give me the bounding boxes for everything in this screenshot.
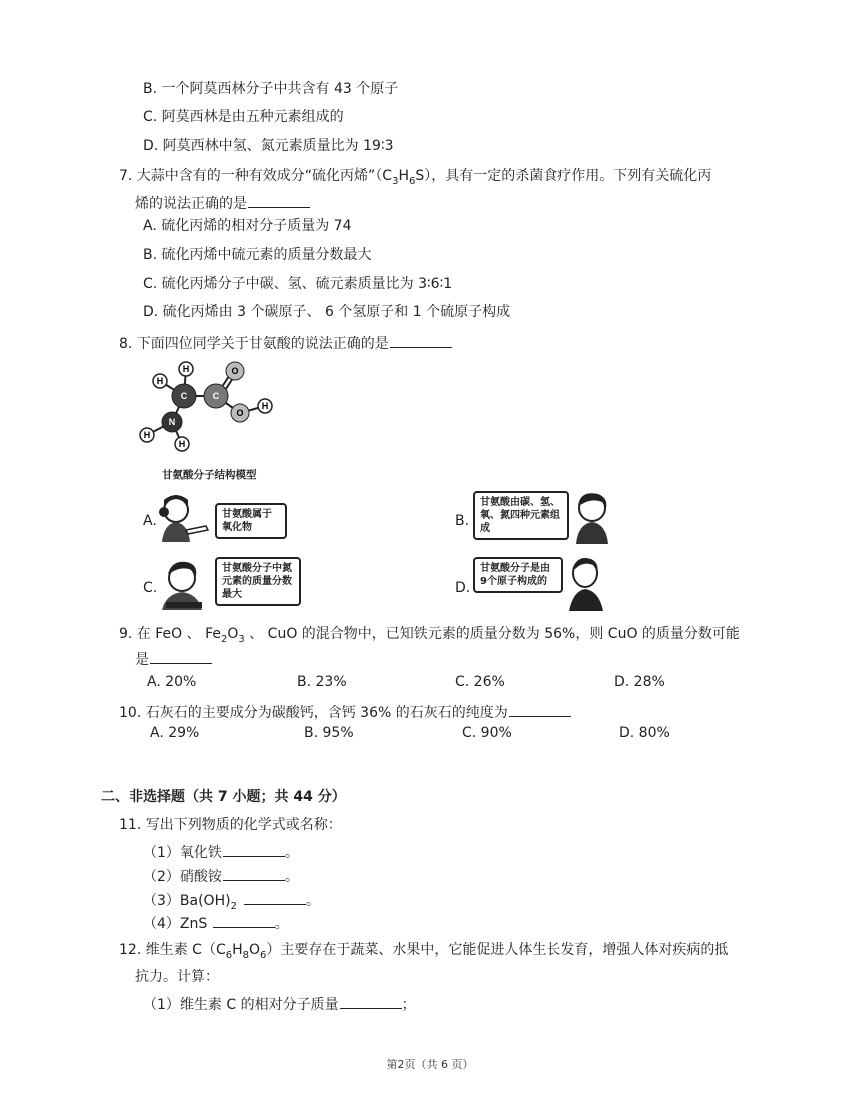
- answer-blank[interactable]: [213, 913, 275, 928]
- answer-blank[interactable]: [223, 866, 285, 881]
- svg-text:C: C: [180, 391, 188, 401]
- q10-option-d: D. 80%: [619, 725, 670, 741]
- q12-stem: 12. 维生素 $C(C_6H_8O_6)$主要存在于蔬菜、水果中，它能促进人体生长发育，增强人体对疾病的抵: [119, 942, 729, 961]
- q8-option-a-label: A.: [143, 513, 157, 529]
- q7-option-d: D. 硫化丙烯由 3 个碳原子、 6 个氢原子和 1 个硫原子构成: [143, 304, 511, 320]
- q10-option-b: B. 95%: [304, 725, 354, 741]
- q9-option-b: B. 23%: [297, 674, 347, 690]
- q8-option-b-bubble: 甘氨酸由碳、氢、氧、氮四种元素组成: [473, 491, 569, 540]
- molecule-caption: 甘氨酸分子结构模型: [162, 469, 257, 481]
- q6-option-c: C. 阿莫西林是由五种元素组成的: [143, 109, 344, 125]
- q11-item-3: $(3)Ba(OH)_2$ 。: [143, 890, 320, 911]
- q9-option-d: D. 28%: [614, 674, 665, 690]
- answer-blank[interactable]: [248, 193, 310, 208]
- q11-item-2: （2）硝酸铵 。: [143, 866, 299, 887]
- section-heading: 二、非选择题（共 7 小题；共 44 分）: [101, 789, 346, 805]
- q7-stem-line2: 烯的说法正确的是: [135, 193, 310, 214]
- q12-item-1: （1）维生素 C 的相对分子质量 ；: [143, 994, 416, 1015]
- q12-stem-line2: 抗力。计算：: [135, 969, 219, 985]
- q10-option-c: C. 90%: [462, 725, 512, 741]
- q7-option-a: A. 硫化丙烯的相对分子质量为 74: [143, 218, 352, 234]
- q6-option-d: D. 阿莫西林中氢、氮元素质量比为 19∶3: [143, 138, 394, 154]
- svg-text:N: N: [168, 417, 176, 427]
- svg-text:H: H: [182, 364, 190, 374]
- q11-item-4: （4）ZnS 。: [143, 913, 289, 934]
- answer-blank[interactable]: [244, 890, 306, 905]
- q8-option-b-label: B.: [455, 513, 470, 529]
- q7-option-c: C. 硫化丙烯分子中碳、氢、硫元素质量比为 3∶6∶1: [143, 276, 453, 292]
- q8-stem: 8. 下面四位同学关于甘氨酸的说法正确的是: [119, 333, 452, 354]
- q11-item-1: （1）氧化铁 。: [143, 842, 299, 863]
- student-boy-icon: [565, 555, 607, 611]
- svg-text:O: O: [236, 408, 244, 418]
- glycine-molecule-model: [134, 356, 284, 460]
- q8-option-d-label: D.: [455, 580, 471, 596]
- student-boy-icon: [568, 490, 614, 544]
- svg-text:O: O: [231, 366, 239, 376]
- q10-option-a: A. 29%: [150, 725, 200, 741]
- answer-blank[interactable]: [390, 333, 452, 348]
- student-boy-icon: [156, 558, 212, 612]
- q11-stem: 11. 写出下列物质的化学式或名称：: [119, 817, 342, 833]
- student-girl-icon: [156, 492, 212, 544]
- q8-option-d-bubble: 甘氨酸分子是由9个原子构成的: [473, 557, 563, 593]
- q9-option-a: A. 20%: [147, 674, 197, 690]
- page-footer: 第2页（共 6 页）: [386, 1058, 474, 1071]
- svg-text:H: H: [261, 401, 269, 411]
- answer-blank[interactable]: [150, 649, 212, 664]
- svg-text:H: H: [178, 439, 186, 449]
- q8-option-a-bubble: 甘氨酸属于氧化物: [215, 503, 287, 539]
- q8-option-c-bubble: 甘氨酸分子中氮元素的质量分数最大: [215, 557, 301, 606]
- answer-blank[interactable]: [223, 842, 285, 857]
- svg-text:H: H: [143, 430, 151, 440]
- q10-stem: 10. 石灰石的主要成分为碳酸钙，含钙 36% 的石灰石的纯度为: [119, 702, 571, 723]
- q7-option-b: B. 硫化丙烯中硫元素的质量分数最大: [143, 247, 372, 263]
- q7-stem: 7. 大蒜中含有的一种有效成分“硫化丙烯$”(C_3H_6S)$，具有一定的杀菌食疗作用。下列有关硫化丙: [119, 168, 712, 187]
- q6-option-b: B. 一个阿莫西林分子中共含有 43 个原子: [143, 81, 399, 97]
- svg-text:H: H: [156, 376, 164, 386]
- q9-option-c: C. 26%: [455, 674, 505, 690]
- q9-stem: 9. 在 FeO 、 $Fe_2O_3$ 、 CuO 的混合物中，已知铁元素的质量分数为 56%，则 CuO 的质量分数可能: [119, 626, 740, 645]
- q8-option-c-label: C.: [143, 580, 158, 596]
- q9-stem-line2: 是: [135, 649, 212, 670]
- answer-blank[interactable]: [340, 994, 402, 1009]
- answer-blank[interactable]: [509, 702, 571, 717]
- svg-text:C: C: [212, 391, 220, 401]
